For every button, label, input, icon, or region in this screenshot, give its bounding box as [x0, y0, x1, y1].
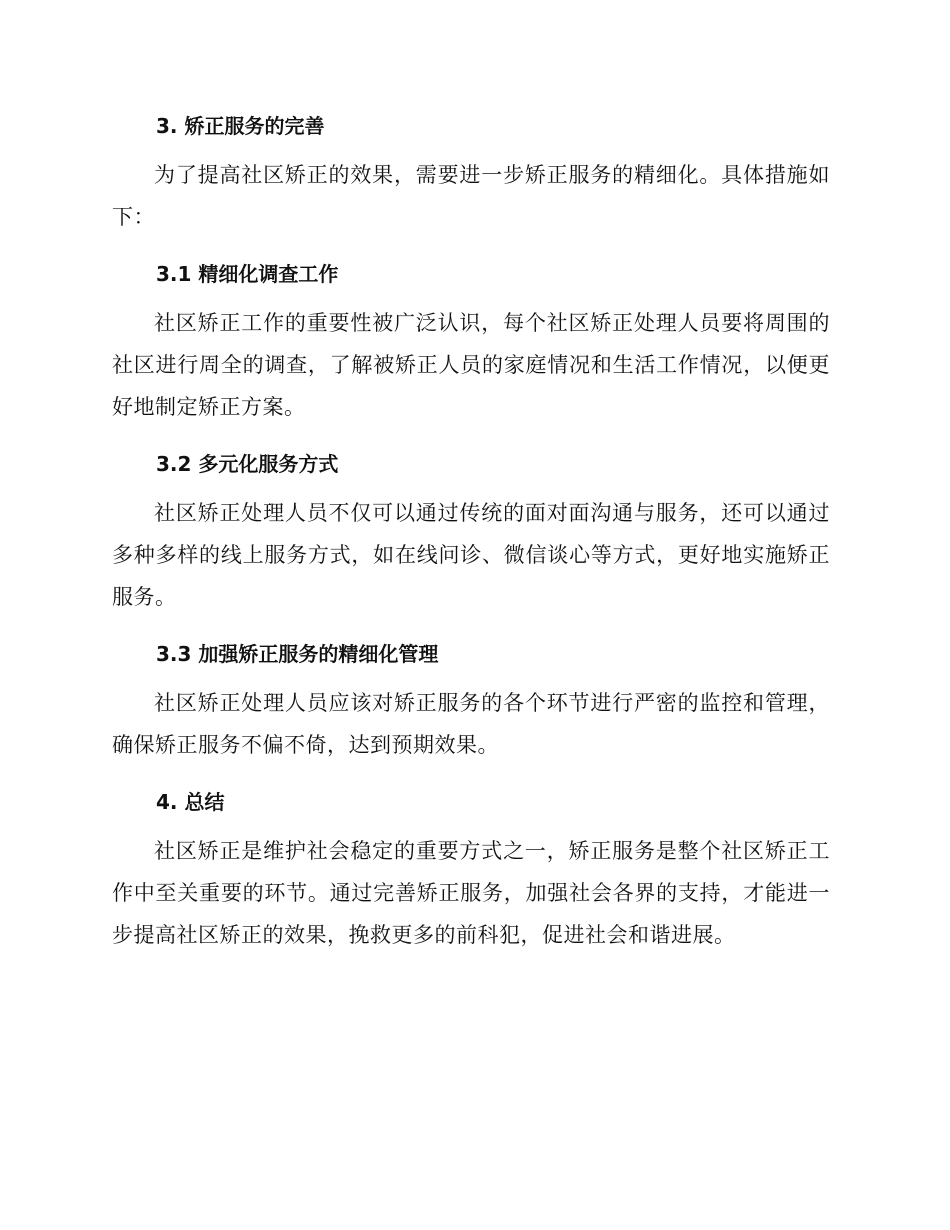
section-heading-4: 4. 总结 [156, 790, 225, 814]
section-paragraph-3-2: 社区矫正处理人员不仅可以通过传统的面对面沟通与服务，还可以通过多种多样的线上服务方式，如在线问诊、微信谈心等方式，更好地实施矫正服务。 [112, 501, 830, 609]
section-paragraph-3: 为了提高社区矫正的效果，需要进一步矫正服务的精细化。具体措施如下： [112, 163, 830, 229]
section-paragraph-3-1: 社区矫正工作的重要性被广泛认识，每个社区矫正处理人员要将周围的社区进行周全的调查，了解被矫正人员的家庭情况和生活工作情况，以便更好地制定矫正方案。 [112, 311, 830, 419]
section-heading-3-1: 3.1 精细化调查工作 [156, 262, 339, 286]
section-heading-3: 3. 矫正服务的完善 [156, 114, 325, 138]
section-heading-3-3: 3.3 加强矫正服务的精细化管理 [156, 642, 439, 666]
section-paragraph-4: 社区矫正是维护社会稳定的重要方式之一，矫正服务是整个社区矫正工作中至关重要的环节。通过完善矫正服务，加强社会各界的支持，才能进一步提高社区矫正的效果，挽救更多的前科犯，促进社会和谐进展。 [112, 839, 830, 947]
section-heading-3-2: 3.2 多元化服务方式 [156, 452, 339, 476]
section-paragraph-3-3: 社区矫正处理人员应该对矫正服务的各个环节进行严密的监控和管理，确保矫正服务不偏不倚，达到预期效果。 [112, 691, 830, 757]
